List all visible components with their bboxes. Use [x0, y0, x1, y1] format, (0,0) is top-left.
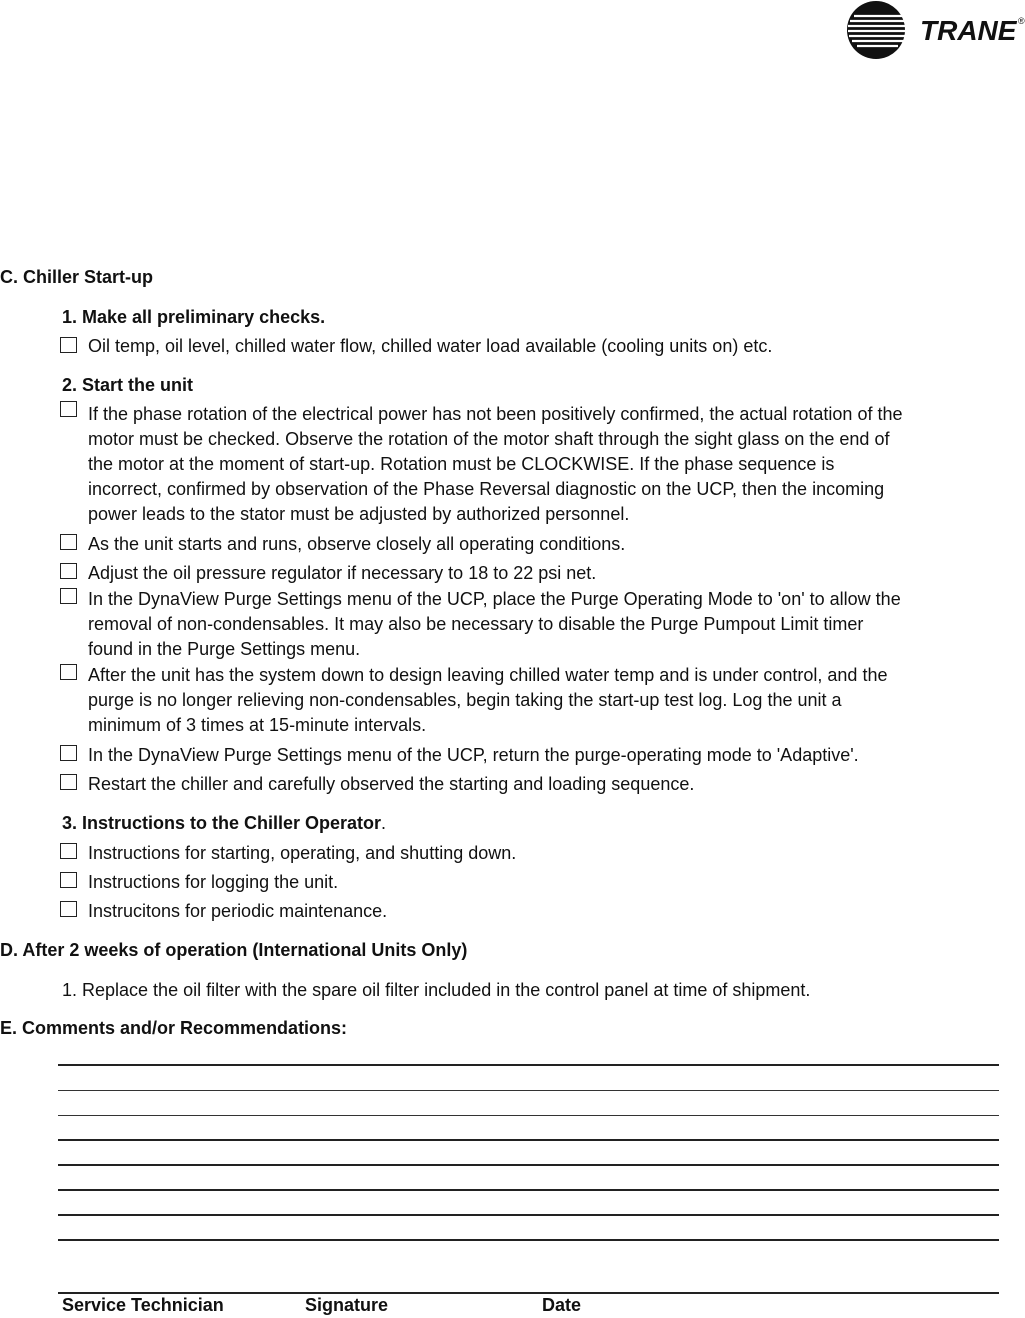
item-start-up-log-line-3: minimum of 3 times at 15-minute intervals.	[88, 715, 427, 735]
checkbox-logging-instructions[interactable]	[60, 872, 77, 888]
item-oil-pressure: Adjust the oil pressure regulator if necessary to 18 to 22 psi net.	[88, 563, 597, 583]
trane-logo-mark	[846, 0, 1025, 60]
trane-wordmark: TRANE	[920, 15, 1017, 46]
checkbox-oil-pressure[interactable]	[60, 563, 77, 579]
item-purge-adaptive: In the DynaView Purge Settings menu of the UCP, return the purge-operating mode to 'Adaptive'.	[88, 745, 859, 765]
signature-line[interactable]	[58, 1292, 999, 1294]
registered-mark: ®	[1018, 16, 1025, 26]
comment-line[interactable]	[58, 1064, 999, 1066]
checkbox-purge-adaptive[interactable]	[60, 745, 77, 761]
step3-title: 3. Instructions to the Chiller Operator.	[62, 813, 387, 833]
item-phase-rotation-line-4: incorrect, confirmed by observation of the Phase Reversal diagnostic on the UCP, then the incoming	[88, 479, 885, 499]
checkbox-maintenance-instructions[interactable]	[60, 901, 77, 917]
comment-line[interactable]	[58, 1239, 999, 1241]
item-purge-on-line-3: found in the Purge Settings menu.	[88, 639, 361, 659]
checkbox-observe-conditions[interactable]	[60, 534, 77, 550]
item-purge-on-line-1: In the DynaView Purge Settings menu of the UCP, place the Purge Operating Mode to 'on' to allow the	[88, 589, 901, 609]
checkbox-preliminary-checks[interactable]	[60, 337, 77, 353]
item-phase-rotation-line-2: motor must be checked. Observe the rotation of the motor shaft through the sight glass on the end of	[88, 429, 890, 449]
service-technician-label: Service Technician	[62, 1295, 224, 1315]
date-label: Date	[542, 1295, 582, 1315]
item-maintenance-instructions: Instrucitons for periodic maintenance.	[88, 901, 388, 921]
item-phase-rotation-line-1: If the phase rotation of the electrical power has not been positively confirmed, the actual rotation of the	[88, 404, 903, 424]
section-c-title: C. Chiller Start-up	[0, 267, 154, 287]
signature-label: Signature	[305, 1295, 389, 1315]
item-starting-instructions: Instructions for starting, operating, and shutting down.	[88, 843, 517, 863]
section-d-title: D. After 2 weeks of operation (International Units Only)	[0, 940, 468, 960]
step2-title: 2. Start the unit	[62, 375, 194, 395]
item-restart-chiller: Restart the chiller and carefully observed the starting and loading sequence.	[88, 774, 695, 794]
checkbox-starting-instructions[interactable]	[60, 843, 77, 859]
comment-line[interactable]	[58, 1189, 999, 1191]
trane-logo	[846, 0, 1025, 60]
item-phase-rotation-line-5: power leads to the stator must be adjusted by authorized personnel.	[88, 504, 630, 524]
item-purge-on-line-2: removal of non-condensables. It may also be necessary to disable the Purge Pumpout Limit timer	[88, 614, 864, 634]
comment-line[interactable]	[58, 1090, 999, 1091]
checkbox-purge-on[interactable]	[60, 588, 77, 604]
item-logging-instructions: Instructions for logging the unit.	[88, 872, 339, 892]
checkbox-phase-rotation[interactable]	[60, 401, 77, 417]
step1-title: 1. Make all preliminary checks.	[62, 307, 326, 327]
item-preliminary-checks: Oil temp, oil level, chilled water flow, chilled water load available (cooling units on) etc.	[88, 336, 773, 356]
item-observe-conditions: As the unit starts and runs, observe closely all operating conditions.	[88, 534, 626, 554]
comment-line[interactable]	[58, 1214, 999, 1216]
item-start-up-log-line-1: After the unit has the system down to design leaving chilled water temp and is under control, and the	[88, 665, 888, 685]
section-d-item: 1. Replace the oil filter with the spare oil filter included in the control panel at time of shipment.	[62, 980, 811, 1000]
comment-line[interactable]	[58, 1139, 999, 1141]
item-phase-rotation-line-3: the motor at the moment of start-up. Rotation must be CLOCKWISE. If the phase sequence is	[88, 454, 835, 474]
item-start-up-log-line-2: purge is no longer relieving non-condensables, begin taking the start-up test log. Log the unit a	[88, 690, 842, 710]
checkbox-restart-chiller[interactable]	[60, 774, 77, 790]
section-e-title: E. Comments and/or Recommendations:	[0, 1018, 348, 1038]
comment-line[interactable]	[58, 1115, 999, 1116]
checkbox-start-up-log[interactable]	[60, 664, 77, 680]
comment-line[interactable]	[58, 1164, 999, 1166]
